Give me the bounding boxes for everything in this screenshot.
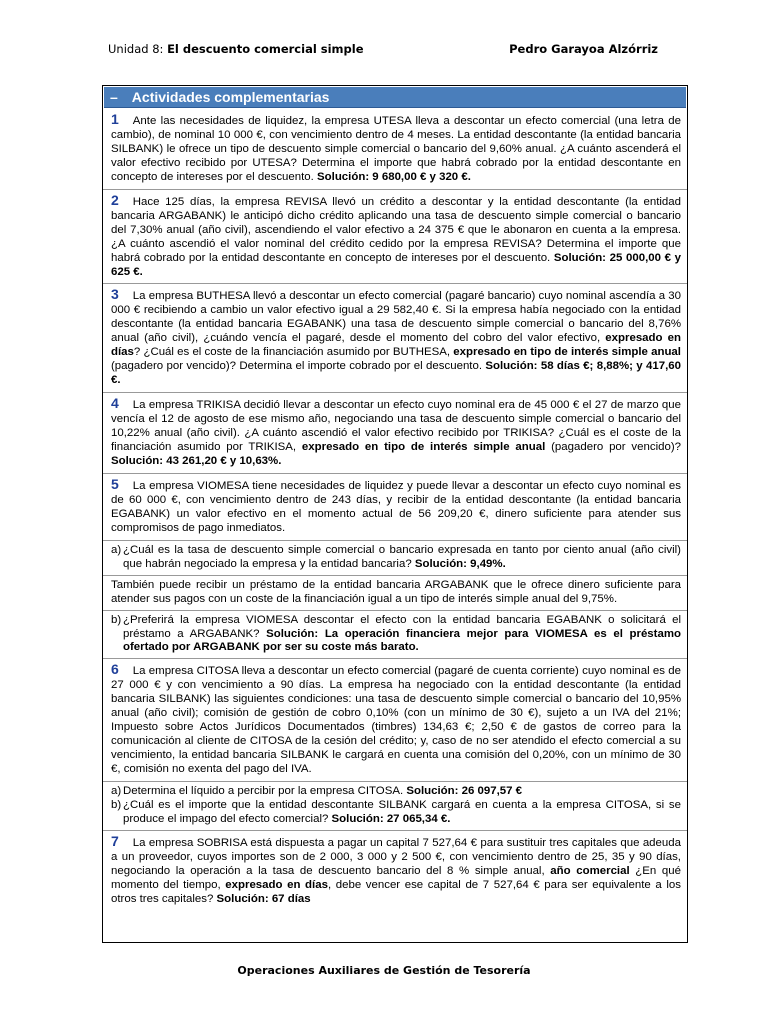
exercise-number: 5 xyxy=(111,475,119,492)
section-title: Actividades complementarias xyxy=(131,89,330,105)
part-solution: Solución: 27 065,34 €. xyxy=(331,812,451,825)
exercise-emphasis: expresado en tipo de interés simple anual xyxy=(453,346,681,359)
page-header xyxy=(108,42,658,56)
exercise-number: 6 xyxy=(111,661,119,678)
exercise-6-part-b xyxy=(111,799,681,827)
part-label: a) xyxy=(111,785,122,798)
part-solution: Solución: 9,49%. xyxy=(414,557,506,570)
exercise-text: La empresa BUTHESA llevó a descontar un efecto comercial (pagaré bancario) cuyo nominal ascendía a 30 000 € recibiendo a cambio un valor efectivo igual a 29 582,40 €. Si la empresa había negociado con la entidad descontante (la entidad bancaria EGABANK) una tasa de descuento simple comercial o bancario del 8,76% anual (año civil), ¿cuándo vencía el pagaré, desde el momento del cobro del valor efectivo, xyxy=(111,290,681,345)
part-solution: Solución: 26 097,57 € xyxy=(406,785,523,798)
part-text: ¿Cuál es el importe que la entidad descontante SILBANK cargará en cuenta a la empresa CITOSA, si se produce el impago del efecto comercial? xyxy=(123,798,681,825)
exercise-6-part-a xyxy=(111,785,681,799)
exercise-emphasis: año comercial xyxy=(550,864,630,877)
section-dash: – xyxy=(110,89,118,105)
exercise-text: Ante las necesidades de liquidez, la empresa UTESA lleva a descontar un efecto comercial (una letra de cambio), de nominal 10 000 €, con vencimiento dentro de 4 meses. La entidad descontante (la entidad bancaria SILBANK) le ofrece un tipo de descuento simple comercial o bancario del 9,60% anual. ¿A cuánto ascenderá el valor efectivo recibido por UTESA? Determina el importe que habrá cobrado por la entidad descontante en concepto de intereses por el descuento. xyxy=(111,115,681,183)
exercise-solution: Solución: 43 261,20 € y 10,63%. xyxy=(111,454,282,467)
exercise-number: 2 xyxy=(111,191,119,208)
unit-title: El descuento comercial simple xyxy=(167,42,364,56)
part-label: b) xyxy=(111,613,122,626)
exercise-7 xyxy=(103,831,687,911)
exercise-2 xyxy=(103,190,687,285)
part-solution: Solución: La operación financiera mejor para VIOMESA es el préstamo ofertado por ARGABANK por ser su coste más barato. xyxy=(123,627,681,654)
exercise-emphasis: expresado en días xyxy=(111,332,682,359)
exercise-3 xyxy=(103,284,687,393)
exercise-text: La empresa CITOSA lleva a descontar un efecto comercial (pagaré de cuenta corriente) cuyo nominal es de 27 000 € y con vencimiento a 90 días. La empresa ha negociado con la entidad descontante (la entidad bancaria SILBANK) las siguientes condiciones: una tasa de descuento simple comercial o bancario del 10,95% anual (año civil); comisión de gestión de cobro 0,10% (con un mínimo de 30 €), sujeto a un IVA del 21%; Impuesto sobre Actos Jurídicos Documentados (timbres) 134,63 €; 2,50 € de gastos de correo para la comunicación al cliente de CITOSA de la cesión del crédito; y, caso de no ser atendido el efecto comercial a su vencimiento, la entidad bancaria SILBANK le cargará en cuenta una comisión del 0,20%, con un mínimo de 30 €, comisión no exenta del pago del IVA. xyxy=(111,665,681,776)
exercise-text: ? ¿Cuál es el coste de la financiación asumido por BUTHESA, xyxy=(133,346,451,359)
exercise-solution: Solución: 67 días xyxy=(216,892,311,905)
exercise-5-part-a xyxy=(103,541,687,576)
part-label: a) xyxy=(111,543,122,556)
exercise-emphasis: expresado en días xyxy=(225,878,328,891)
exercise-number: 4 xyxy=(111,395,119,412)
exercise-text: , debe vencer ese capital de 7 527,64 € para ser equivalente a los otros tres capitales? xyxy=(111,878,681,905)
exercise-solution: Solución: 25 000,00 € y 625 €. xyxy=(111,251,681,278)
exercise-text: (pagadero por vencido)? Determina el importe cobrado por el descuento. xyxy=(111,360,483,373)
exercise-list xyxy=(103,109,687,911)
exercise-text: La empresa VIOMESA tiene necesidades de liquidez y puede llevar a descontar un efecto cuyo nominal es de 60 000 €, con vencimiento dentro de 243 días, y recibir de la entidad descontante (la entidad bancaria EGABANK) un valor efectivo en el momento actual de 56 209,20 €, dinero suficiente para atender sus compromisos de pago inmediatos. xyxy=(111,479,681,534)
exercise-4 xyxy=(103,393,687,474)
exercise-5 xyxy=(103,474,687,541)
author-name: Pedro Garayoa Alzórriz xyxy=(509,42,658,56)
exercise-text: La empresa TRIKISA decidió llevar a descontar un efecto cuyo nominal era de 45 000 € el 27 de marzo que vencía el 12 de agosto de ese mismo año, negociando una tasa de descuento simple comercial o bancario del 10,22% anual (año civil). ¿A cuánto ascendió el valor efectivo recibido por TRIKISA? ¿Cuál es el coste de la financiación asumido por TRIKISA, xyxy=(111,399,681,454)
page-footer: Operaciones Auxiliares de Gestión de Tesorería xyxy=(237,964,531,977)
exercise-5-part-b xyxy=(103,611,687,660)
exercise-number: 1 xyxy=(111,111,119,127)
unit-heading xyxy=(108,42,364,56)
exercise-number: 7 xyxy=(111,832,119,849)
unit-prefix: Unidad 8: xyxy=(108,42,164,56)
part-label: b) xyxy=(111,798,122,811)
exercise-text: Hace 125 días, la empresa REVISA llevó un crédito a descontar y la entidad descontante (la entidad bancaria ARGABANK) le anticipó dicho crédito aplicando una tasa de descuento simple comercial o bancario del 7,30% anual (año civil), ascendiendo el valor efectivo a 24 375 € que le abonaron en cuenta a la empresa. ¿A cuánto ascendió el valor nominal del crédito cedido por la empresa REVISA? Determina el importe que habrá cobrado por la entidad descontante en concepto de intereses por el descuento. xyxy=(111,195,681,264)
exercise-text: ¿En qué momento del tiempo, xyxy=(111,864,681,891)
exercise-number: 3 xyxy=(111,286,119,303)
context-text: También puede recibir un préstamo de la entidad bancaria ARGABANK que le ofrece dinero suficiente para atender sus pagos con un coste de la financiación igual a un tipo de interés simple anual del 9,75%. xyxy=(111,578,681,605)
exercise-6-parts xyxy=(103,782,687,831)
exercise-text: La empresa SOBRISA está dispuesta a pagar un capital 7 527,64 € para sustituir tres capitales que adeuda a un proveedor, cuyos importes son de 2 000, 3 000 y 2 500 €, con vencimiento dentro de 25, 35 y 90 días, negociando la operación a la tasa de descuento bancario del 8 % simple anual, xyxy=(111,836,681,877)
exercise-5-context xyxy=(103,576,687,611)
activities-box xyxy=(102,85,688,943)
part-text: ¿Cuál es la tasa de descuento simple comercial o bancario expresada en tanto por ciento anual (año civil) que habrán negociado la empresa y la entidad bancaria? xyxy=(123,543,681,570)
exercise-text: (pagadero por vencido)? xyxy=(551,441,682,454)
exercise-1 xyxy=(103,109,687,190)
exercise-6 xyxy=(103,659,687,782)
section-title-bar xyxy=(104,87,686,108)
exercise-emphasis: expresado en tipo de interés simple anual xyxy=(301,441,546,454)
part-text: Determina el líquido a percibir por la empresa CITOSA. xyxy=(123,785,404,798)
exercise-solution: Solución: 58 días €; 8,88%; y 417,60 €. xyxy=(111,360,682,387)
exercise-solution: Solución: 9 680,00 € y 320 €. xyxy=(317,170,471,183)
part-text: ¿Preferirá la empresa VIOMESA descontar el efecto con la entidad bancaria EGABANK o solicitará el préstamo a ARGABANK? xyxy=(123,613,681,640)
